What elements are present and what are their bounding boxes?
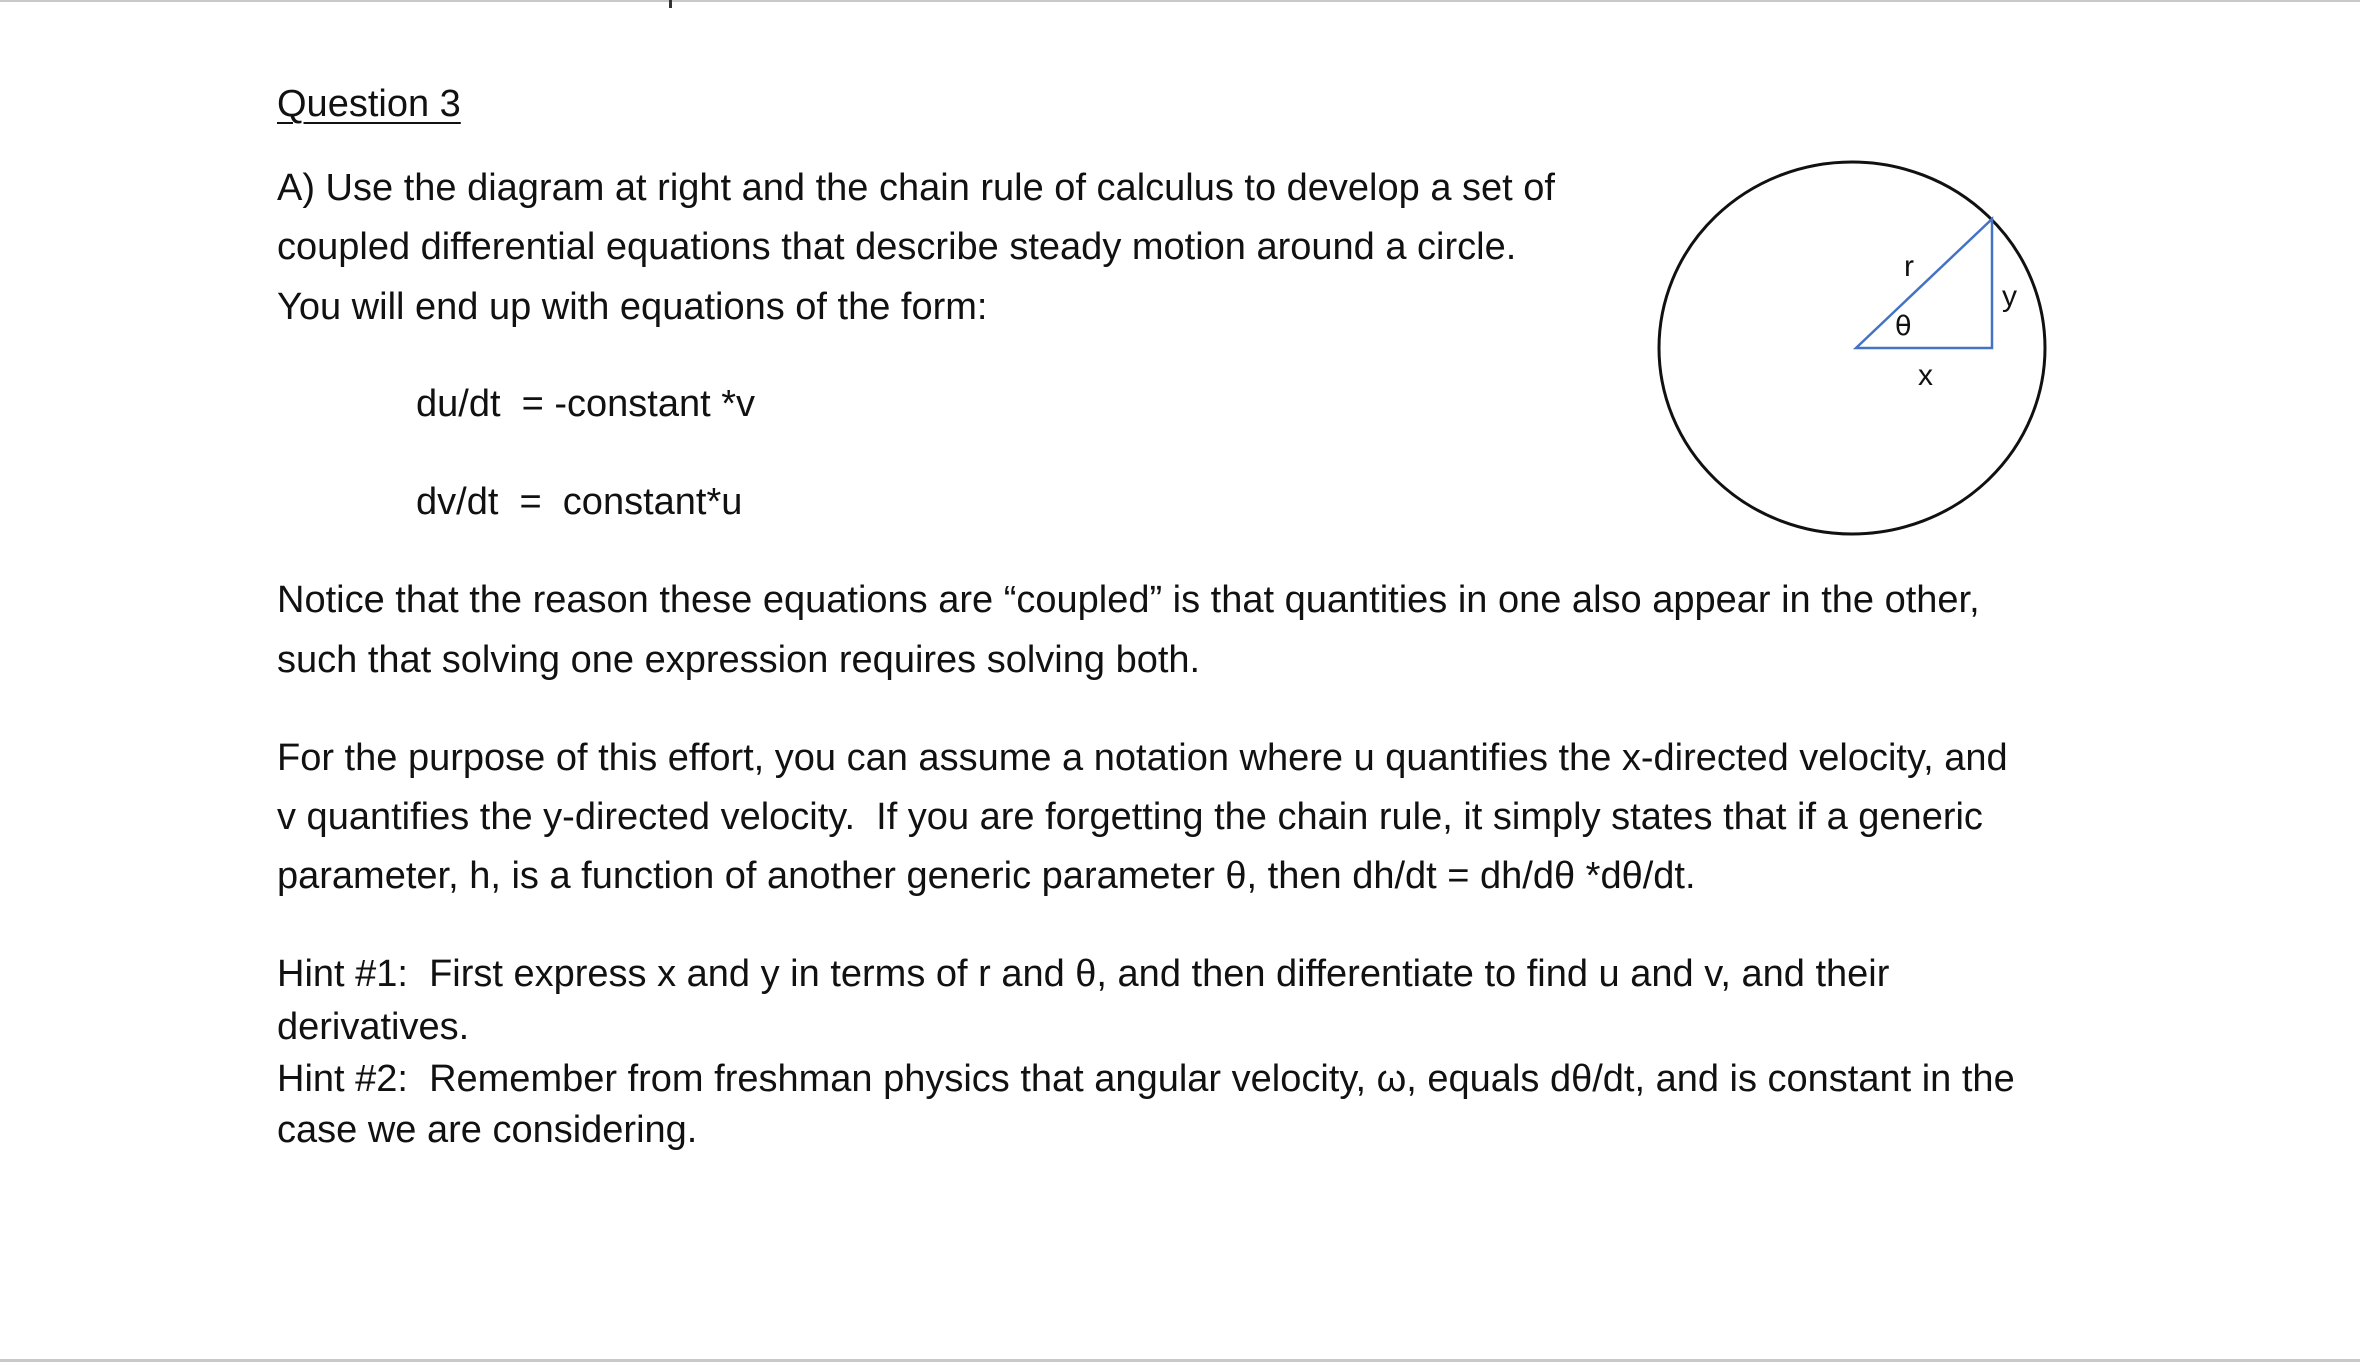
hint-2-line-2: case we are considering. [277, 1109, 698, 1151]
notice-line-1: Notice that the reason these equations are “coupled” is that quantities in one also appear in the other, [277, 579, 1980, 621]
purpose-line-2: v quantifies the y-directed velocity. If you are forgetting the chain rule, it simply states that if a generic [277, 796, 1983, 838]
hint-1-line-1: Hint #1: First express x and y in terms of r and θ, and then differentiate to find u and v, and their [277, 953, 1890, 995]
equation-dv-dt: dv/dt = constant*u [416, 481, 743, 523]
part-a-line-3: You will end up with equations of the form: [277, 286, 988, 328]
label-y: y [2002, 280, 2017, 313]
part-a-line-2: coupled differential equations that describe steady motion around a circle. [277, 226, 1517, 268]
part-a-line-1: A) Use the diagram at right and the chain rule of calculus to develop a set of [277, 167, 1555, 209]
notice-line-2: such that solving one expression requires solving both. [277, 639, 1201, 681]
circle-diagram-svg [1652, 152, 2052, 538]
label-r: r [1904, 250, 1914, 283]
right-triangle [1856, 219, 1992, 348]
equation-du-dt: du/dt = -constant *v [416, 383, 756, 425]
hint-2-line-1: Hint #2: Remember from freshman physics that angular velocity, ω, equals dθ/dt, and is constant in the [277, 1058, 2015, 1100]
label-theta: θ [1895, 311, 1912, 342]
label-x: x [1918, 359, 1933, 392]
hint-1-line-2: derivatives. [277, 1006, 470, 1048]
purpose-line-1: For the purpose of this effort, you can assume a notation where u quantifies the x-directed velocity, and [277, 737, 2008, 779]
question-heading: Question 3 [277, 83, 461, 125]
purpose-line-3: parameter, h, is a function of another generic parameter θ, then dh/dt = dh/dθ *dθ/dt. [277, 855, 1696, 897]
circle-diagram [1652, 152, 2052, 538]
